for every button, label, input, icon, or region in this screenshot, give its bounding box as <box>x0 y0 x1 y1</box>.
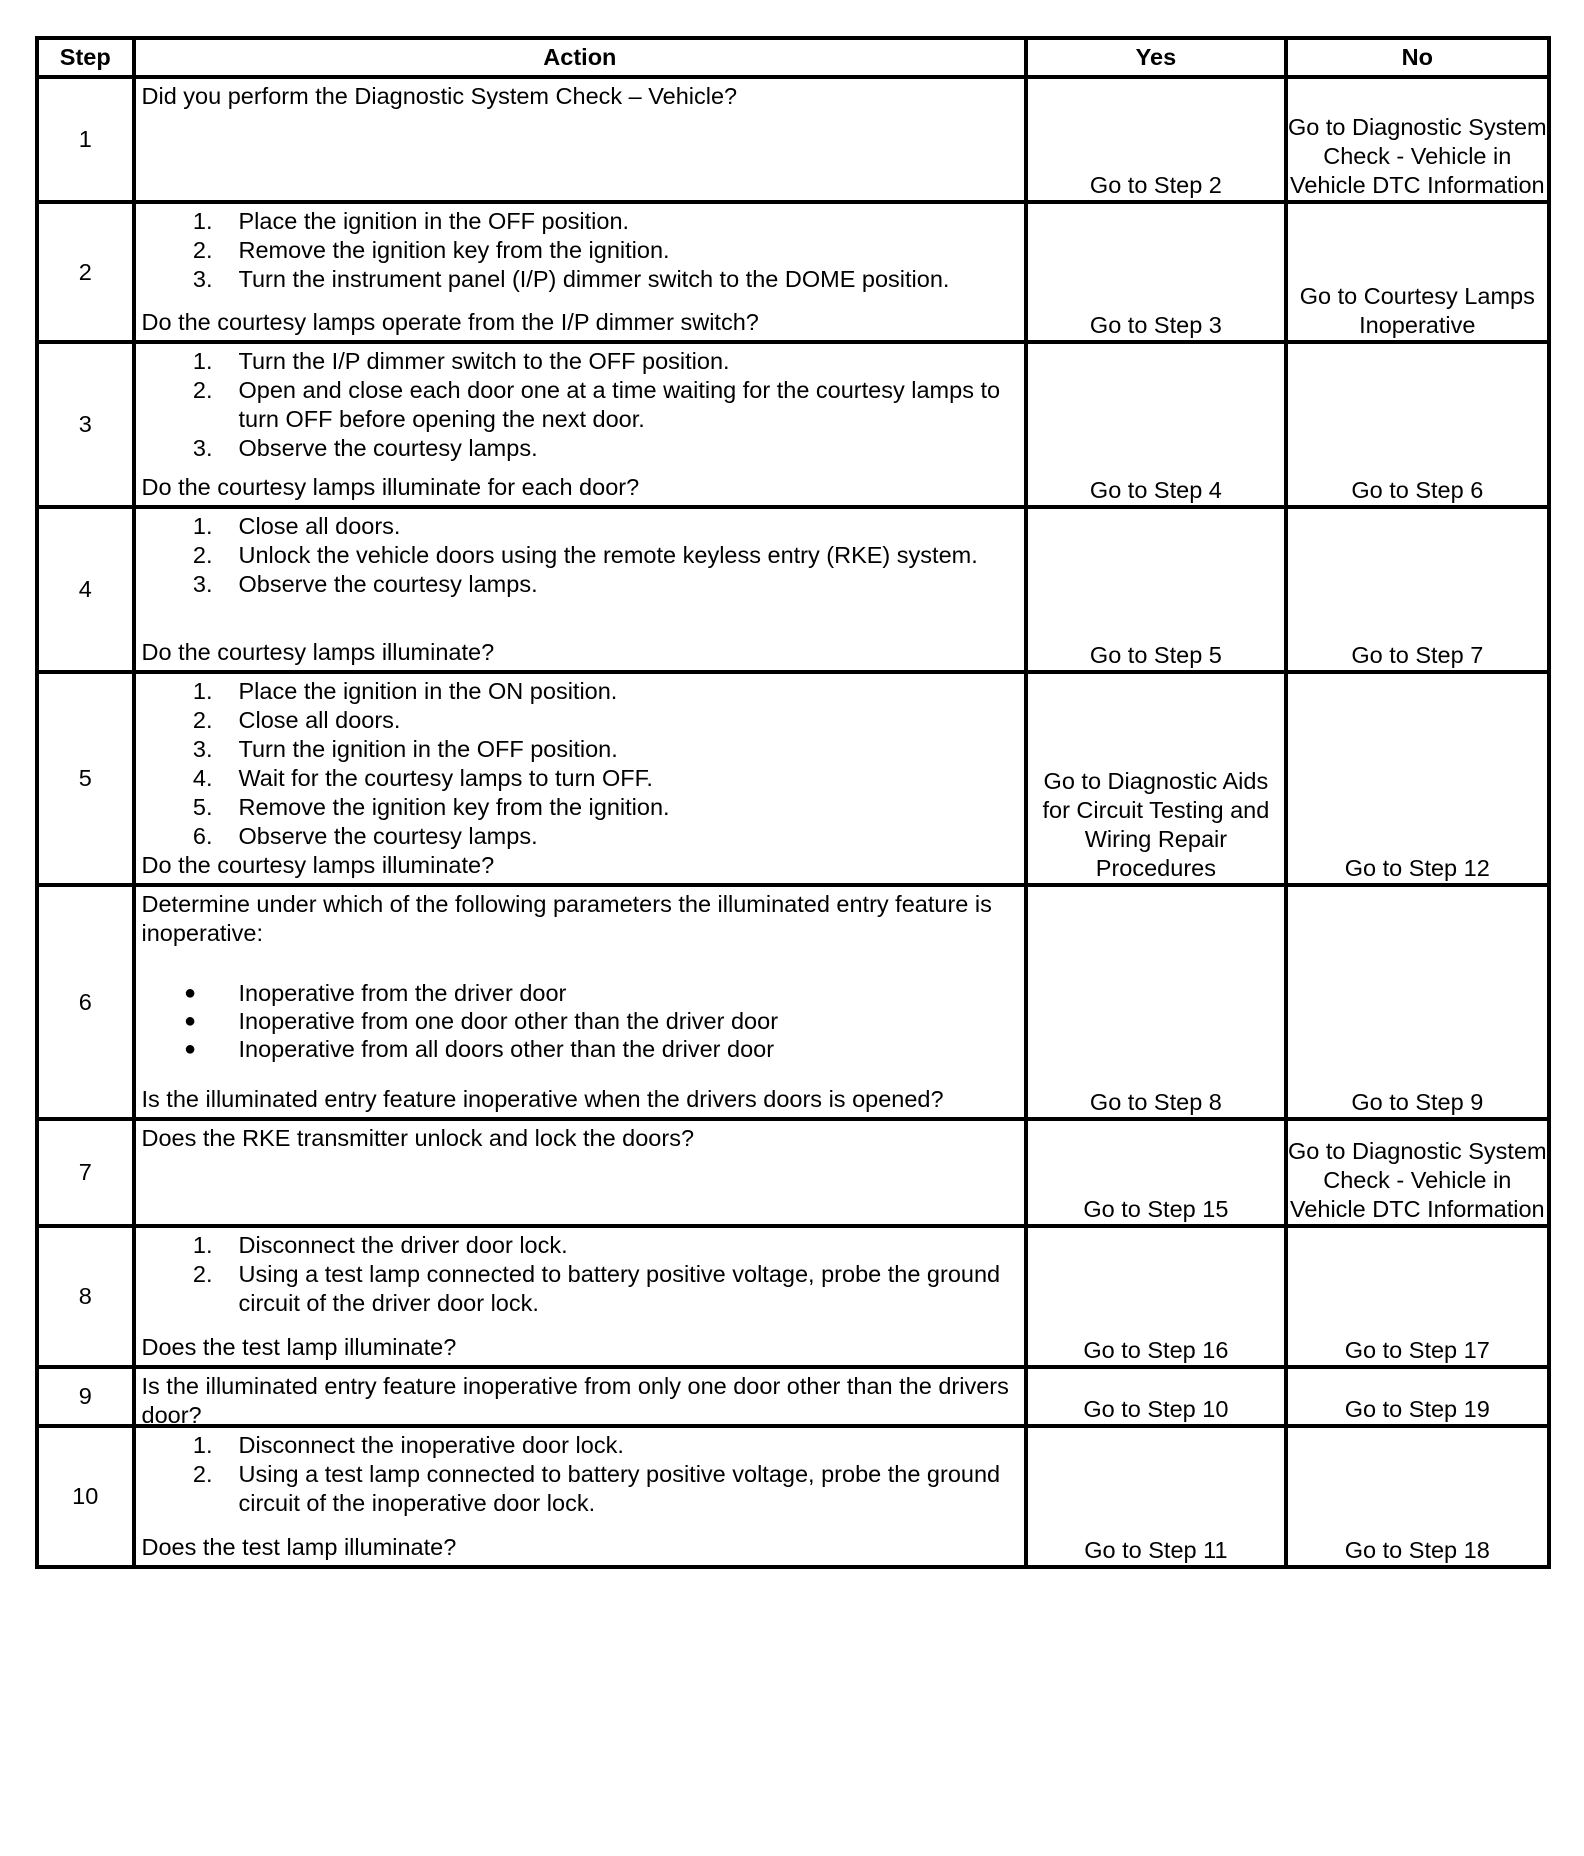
header-step: Step <box>37 38 134 77</box>
action-step-number: 3. <box>192 736 213 762</box>
action-top <box>142 1124 1017 1153</box>
action-cell <box>134 202 1027 342</box>
action-step-text: Using a test lamp connected to battery positive voltage, probe the ground circuit of the driver door lock. <box>238 1261 1001 1316</box>
action-step <box>142 376 1017 434</box>
action-intro: Did you perform the Diagnostic System Check – Vehicle? <box>141 83 738 109</box>
yes-result: Go to Step 2 <box>1026 77 1285 202</box>
header-row <box>37 38 1549 77</box>
action-content <box>136 509 1025 670</box>
action-step-number: 1. <box>192 678 213 704</box>
action-content <box>136 79 1025 200</box>
step-cell: 1 <box>37 77 134 202</box>
yes-result: Go to Step 16 <box>1026 1226 1285 1367</box>
table-row <box>37 885 1549 1119</box>
action-bullet <box>142 1007 1017 1035</box>
table-row <box>37 1226 1549 1367</box>
step-cell: 2 <box>37 202 134 342</box>
action-step-number: 2. <box>192 237 213 263</box>
action-bullet <box>142 1035 1017 1063</box>
action-step-list <box>142 677 1017 851</box>
action-step-number: 6. <box>192 823 213 849</box>
no-result: Go to Diagnostic System Check - Vehicle in Vehicle DTC Information <box>1286 1119 1549 1226</box>
action-step-list <box>142 347 1017 463</box>
action-step-text: Remove the ignition key from the ignition. <box>238 237 670 263</box>
action-cell <box>134 77 1027 202</box>
table-row <box>37 1119 1549 1226</box>
table-row <box>37 342 1549 507</box>
step-cell: 5 <box>37 672 134 885</box>
action-step <box>142 265 1017 294</box>
table-row <box>37 202 1549 342</box>
action-step-text: Observe the courtesy lamps. <box>238 571 538 597</box>
action-step-text: Open and close each door one at a time waiting for the courtesy lamps to turn OFF before opening the next door. <box>238 377 1001 432</box>
action-step-number: 1. <box>192 348 213 374</box>
action-content <box>136 1121 1025 1224</box>
yes-result: Go to Step 15 <box>1026 1119 1285 1226</box>
step-cell: 3 <box>37 342 134 507</box>
step-cell: 4 <box>37 507 134 672</box>
action-content <box>136 1228 1025 1365</box>
action-step <box>142 236 1017 265</box>
action-content <box>136 674 1025 883</box>
action-cell <box>134 342 1027 507</box>
yes-result: Go to Step 10 <box>1026 1367 1285 1426</box>
step-cell: 10 <box>37 1426 134 1567</box>
table-body <box>37 77 1549 1567</box>
action-question: Do the courtesy lamps illuminate for each door? <box>141 474 640 500</box>
action-step <box>142 793 1017 822</box>
no-result: Go to Step 7 <box>1286 507 1549 672</box>
action-top <box>142 207 1017 294</box>
action-step-number: 2. <box>192 542 213 568</box>
action-step-text: Unlock the vehicle doors using the remote keyless entry (RKE) system. <box>238 542 978 568</box>
action-step-number: 2. <box>192 707 213 733</box>
action-step <box>142 512 1017 541</box>
action-step-number: 3. <box>192 266 213 292</box>
yes-result: Go to Step 11 <box>1026 1426 1285 1567</box>
action-step-number: 3. <box>192 435 213 461</box>
action-top <box>142 1231 1017 1318</box>
yes-result: Go to Diagnostic Aids for Circuit Testing and Wiring Repair Procedures <box>1026 672 1285 885</box>
action-step-number: 4. <box>192 765 213 791</box>
action-top <box>142 512 1017 599</box>
action-step-list <box>142 207 1017 294</box>
action-cell <box>134 1119 1027 1226</box>
action-question: Is the illuminated entry feature inoperative when the drivers doors is opened? <box>141 1086 944 1112</box>
table-row <box>37 507 1549 672</box>
action-cell <box>134 1426 1027 1567</box>
step-cell: 8 <box>37 1226 134 1367</box>
bullet-icon: ● <box>183 1038 197 1060</box>
action-question: Does the test lamp illuminate? <box>141 1334 457 1360</box>
action-question: Does the test lamp illuminate? <box>141 1534 457 1560</box>
no-result: Go to Step 19 <box>1286 1367 1549 1426</box>
action-step-text: Disconnect the inoperative door lock. <box>238 1432 624 1458</box>
action-step-text: Place the ignition in the ON position. <box>238 678 618 704</box>
no-result: Go to Step 6 <box>1286 342 1549 507</box>
action-bullet-text: Inoperative from all doors other than the driver door <box>238 1036 775 1062</box>
action-step <box>142 347 1017 376</box>
action-step-number: 2. <box>192 1261 213 1287</box>
action-step <box>142 706 1017 735</box>
action-step <box>142 434 1017 463</box>
action-step-number: 2. <box>192 377 213 403</box>
bullet-icon: ● <box>183 982 197 1004</box>
diagnostic-table <box>35 36 1551 1569</box>
action-step <box>142 1431 1017 1460</box>
no-result: Go to Step 12 <box>1286 672 1549 885</box>
action-step-number: 3. <box>192 571 213 597</box>
action-step-list <box>142 1231 1017 1318</box>
action-step-text: Close all doors. <box>238 707 401 733</box>
step-cell: 7 <box>37 1119 134 1226</box>
action-step <box>142 822 1017 851</box>
action-intro: Determine under which of the following parameters the illuminated entry feature is inoperative: <box>141 891 992 946</box>
yes-result: Go to Step 8 <box>1026 885 1285 1119</box>
action-bullet-list <box>142 979 1017 1063</box>
step-cell: 9 <box>37 1367 134 1426</box>
action-top <box>142 82 1017 111</box>
action-cell <box>134 507 1027 672</box>
no-result: Go to Step 9 <box>1286 885 1549 1119</box>
action-step-number: 1. <box>192 513 213 539</box>
action-step-number: 1. <box>192 208 213 234</box>
action-question: Do the courtesy lamps illuminate? <box>141 852 495 878</box>
table-row <box>37 1367 1549 1426</box>
action-step <box>142 764 1017 793</box>
action-step-text: Turn the ignition in the OFF position. <box>238 736 618 762</box>
action-step-text: Turn the I/P dimmer switch to the OFF position. <box>238 348 730 374</box>
action-top <box>142 677 1017 851</box>
action-step <box>142 541 1017 570</box>
action-step-text: Wait for the courtesy lamps to turn OFF. <box>238 765 653 791</box>
table-row <box>37 77 1549 202</box>
table-row <box>37 672 1549 885</box>
action-step <box>142 207 1017 236</box>
action-bullet-text: Inoperative from one door other than the driver door <box>238 1008 779 1034</box>
action-step <box>142 677 1017 706</box>
action-intro: Does the RKE transmitter unlock and lock the doors? <box>141 1125 695 1151</box>
action-step-text: Using a test lamp connected to battery positive voltage, probe the ground circuit of the inoperative door lock. <box>238 1461 1001 1516</box>
action-cell <box>134 672 1027 885</box>
action-cell <box>134 1367 1027 1426</box>
yes-result: Go to Step 3 <box>1026 202 1285 342</box>
action-step-text: Disconnect the driver door lock. <box>238 1232 568 1258</box>
no-result: Go to Courtesy Lamps Inoperative <box>1286 202 1549 342</box>
action-step-text: Turn the instrument panel (I/P) dimmer switch to the DOME position. <box>238 266 950 292</box>
action-question: Do the courtesy lamps operate from the I/P dimmer switch? <box>141 309 759 335</box>
action-bullet <box>142 979 1017 1007</box>
no-result: Go to Step 18 <box>1286 1426 1549 1567</box>
action-step-text: Place the ignition in the OFF position. <box>238 208 630 234</box>
header-yes: Yes <box>1026 38 1285 77</box>
action-step <box>142 1460 1017 1518</box>
header-no: No <box>1286 38 1549 77</box>
yes-result: Go to Step 4 <box>1026 342 1285 507</box>
action-cell <box>134 1226 1027 1367</box>
action-step <box>142 570 1017 599</box>
no-result: Go to Diagnostic System Check - Vehicle in Vehicle DTC Information <box>1286 77 1549 202</box>
action-step-text: Observe the courtesy lamps. <box>238 823 538 849</box>
action-step <box>142 1260 1017 1318</box>
action-step-text: Close all doors. <box>238 513 401 539</box>
action-content <box>136 1369 1025 1428</box>
action-content <box>136 887 1025 1117</box>
bullet-icon: ● <box>183 1010 197 1032</box>
action-step-text: Remove the ignition key from the ignition. <box>238 794 670 820</box>
action-top <box>142 1372 1017 1430</box>
action-content <box>136 344 1025 505</box>
action-top <box>142 347 1017 463</box>
action-intro: Is the illuminated entry feature inoperative from only one door other than the drivers door? <box>141 1373 1009 1428</box>
action-step-list <box>142 1431 1017 1518</box>
action-step-number: 1. <box>192 1432 213 1458</box>
action-cell <box>134 885 1027 1119</box>
action-step-list <box>142 512 1017 599</box>
action-step-number: 1. <box>192 1232 213 1258</box>
step-cell: 6 <box>37 885 134 1119</box>
action-step <box>142 1231 1017 1260</box>
action-question: Do the courtesy lamps illuminate? <box>141 639 495 665</box>
no-result: Go to Step 17 <box>1286 1226 1549 1367</box>
header-action: Action <box>134 38 1027 77</box>
action-content <box>136 204 1025 340</box>
action-step-text: Observe the courtesy lamps. <box>238 435 538 461</box>
action-step <box>142 735 1017 764</box>
yes-result: Go to Step 5 <box>1026 507 1285 672</box>
action-top <box>142 1431 1017 1518</box>
action-step-number: 5. <box>192 794 213 820</box>
action-step-number: 2. <box>192 1461 213 1487</box>
action-bullet-text: Inoperative from the driver door <box>238 980 567 1006</box>
table-row <box>37 1426 1549 1567</box>
action-content <box>136 1428 1025 1565</box>
action-top <box>142 890 1017 1063</box>
